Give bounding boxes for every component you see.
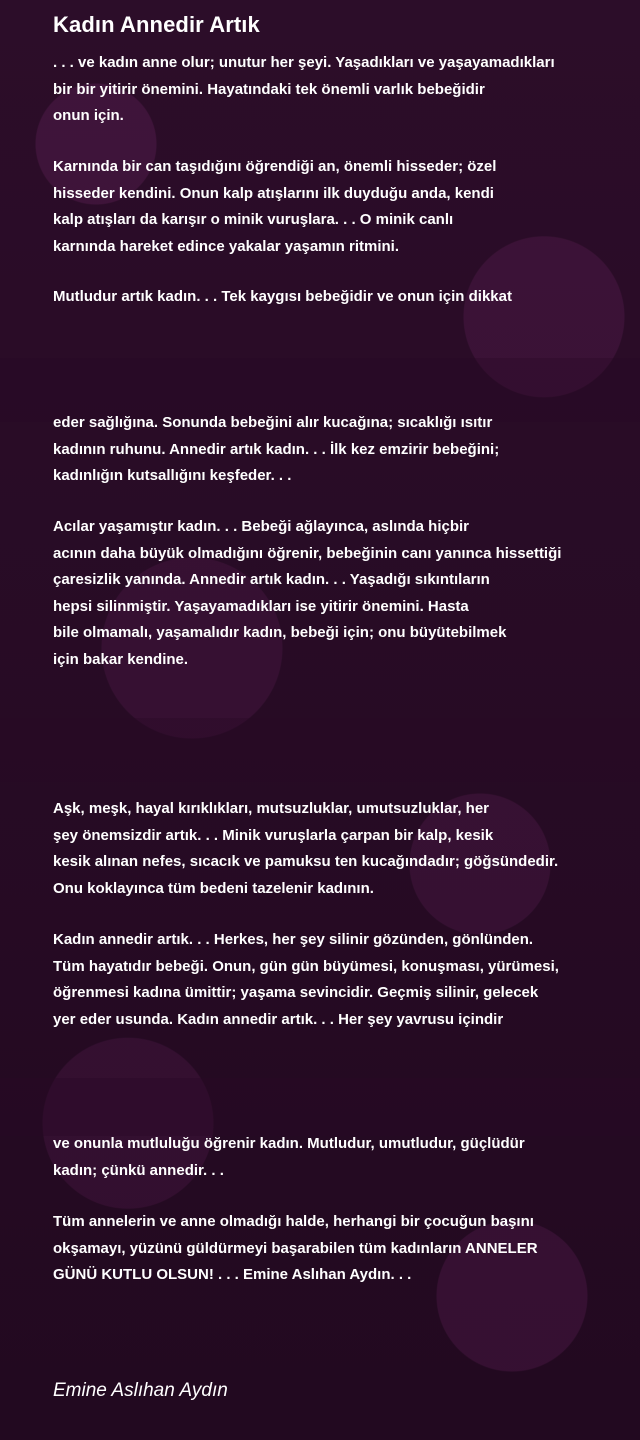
stanza — [53, 1131, 623, 1184]
poem-line: kadınlığın kutsallığını keşfeder. . . — [53, 467, 292, 484]
poem-line: Onu koklayınca tüm bedeni tazelenir kadının. — [53, 879, 374, 897]
poem-line: eder sağlığına. Sonunda bebeğini alır kucağına; sıcaklığı ısıtır — [53, 414, 493, 431]
stanza — [53, 796, 623, 902]
poem-line: şey önemsizdir artık. . . Minik vuruşlarla çarpan bir kalp, kesik — [53, 826, 494, 844]
poem-line: Tüm annelerin ve anne olmadığı halde, herhangi bir çocuğun başını — [53, 1213, 534, 1230]
poem-line: bile olmamalı, yaşamalıdır kadın, bebeği için; onu büyütebilmek — [53, 624, 507, 641]
poem-line: ve onunla mutluluğu öğrenir kadın. Mutludur, umutludur, güçlüdür — [53, 1135, 525, 1152]
author-signature: Emine Aslıhan Aydın — [53, 1380, 228, 1401]
poem-line: acının daha büyük olmadığını öğrenir, bebeğinin canı yanınca hissettiği — [53, 544, 562, 562]
poem-line: kadın; çünkü annedir. . . — [53, 1161, 224, 1179]
poem-line: Karnında bir can taşıdığını öğrendiği an, önemli hisseder; özel — [53, 158, 497, 175]
poem-line: karnında hareket edince yakalar yaşamın ritmini. — [53, 237, 399, 255]
stanza — [53, 284, 623, 311]
poem-line: öğrenmesi kadına ümittir; yaşama sevincidir. Geçmiş silinir, gelecek — [53, 984, 539, 1001]
poem-line: kadının ruhunu. Annedir artık kadın. . . İlk kez emzirir bebeğini; — [53, 440, 500, 458]
poem-line: GÜNÜ KUTLU OLSUN! . . . Emine Aslıhan Aydın. . . — [53, 1266, 412, 1283]
stanza — [53, 514, 623, 673]
poem-line: hisseder kendini. Onun kalp atışlarını ilk duyduğu anda, kendi — [53, 184, 494, 202]
poem-line: Tüm hayatıdır bebeği. Onun, gün gün büyümesi, konuşması, yürümesi, — [53, 957, 559, 975]
poem-line: çaresizlik yanında. Annedir artık kadın. . . Yaşadığı sıkıntıların — [53, 571, 490, 588]
poem-line: . . . ve kadın anne olur; unutur her şeyi. Yaşadıkları ve yaşayamadıkları — [53, 54, 555, 71]
poem-line: onun için. — [53, 107, 124, 124]
stanza — [53, 154, 623, 260]
poem-line: Aşk, meşk, hayal kırıklıkları, mutsuzluklar, umutsuzluklar, her — [53, 800, 490, 817]
stanza — [53, 1209, 623, 1289]
poem-line: okşamayı, yüzünü güldürmeyi başarabilen tüm kadınların ANNELER — [53, 1239, 538, 1257]
poem-line: için bakar kendine. — [53, 650, 189, 668]
spacer-block — [0, 1078, 640, 1136]
stanza — [53, 927, 623, 1033]
poem-line: Acılar yaşamıştır kadın. . . Bebeği ağlayınca, aslında hiçbir — [53, 518, 470, 535]
poem-line: Mutludur artık kadın. . . Tek kaygısı bebeğidir ve onun için dikkat — [53, 288, 512, 305]
poem-line: hepsi silinmiştir. Yaşayamadıkları ise yitirir önemini. Hasta — [53, 597, 469, 615]
stanza — [53, 410, 623, 490]
poem-line: yer eder usunda. Kadın annedir artık. . . Her şey yavrusu içindir — [53, 1010, 504, 1028]
poem-line: kalp atışları da karışır o minik vuruşlara. . . O minik canlı — [53, 211, 454, 228]
spacer-block — [0, 718, 640, 782]
poem-line: kesik alınan nefes, sıcacık ve pamuksu ten kucağındadır; göğsündedir. — [53, 853, 559, 870]
poem-title: Kadın Annedir Artık — [53, 12, 260, 37]
poem-line: Kadın annedir artık. . . Herkes, her şey silinir gözünden, gönlünden. — [53, 931, 534, 948]
stanza — [53, 50, 623, 130]
poem-line: bir bir yitirir önemini. Hayatındaki tek önemli varlık bebeğidir — [53, 80, 485, 98]
